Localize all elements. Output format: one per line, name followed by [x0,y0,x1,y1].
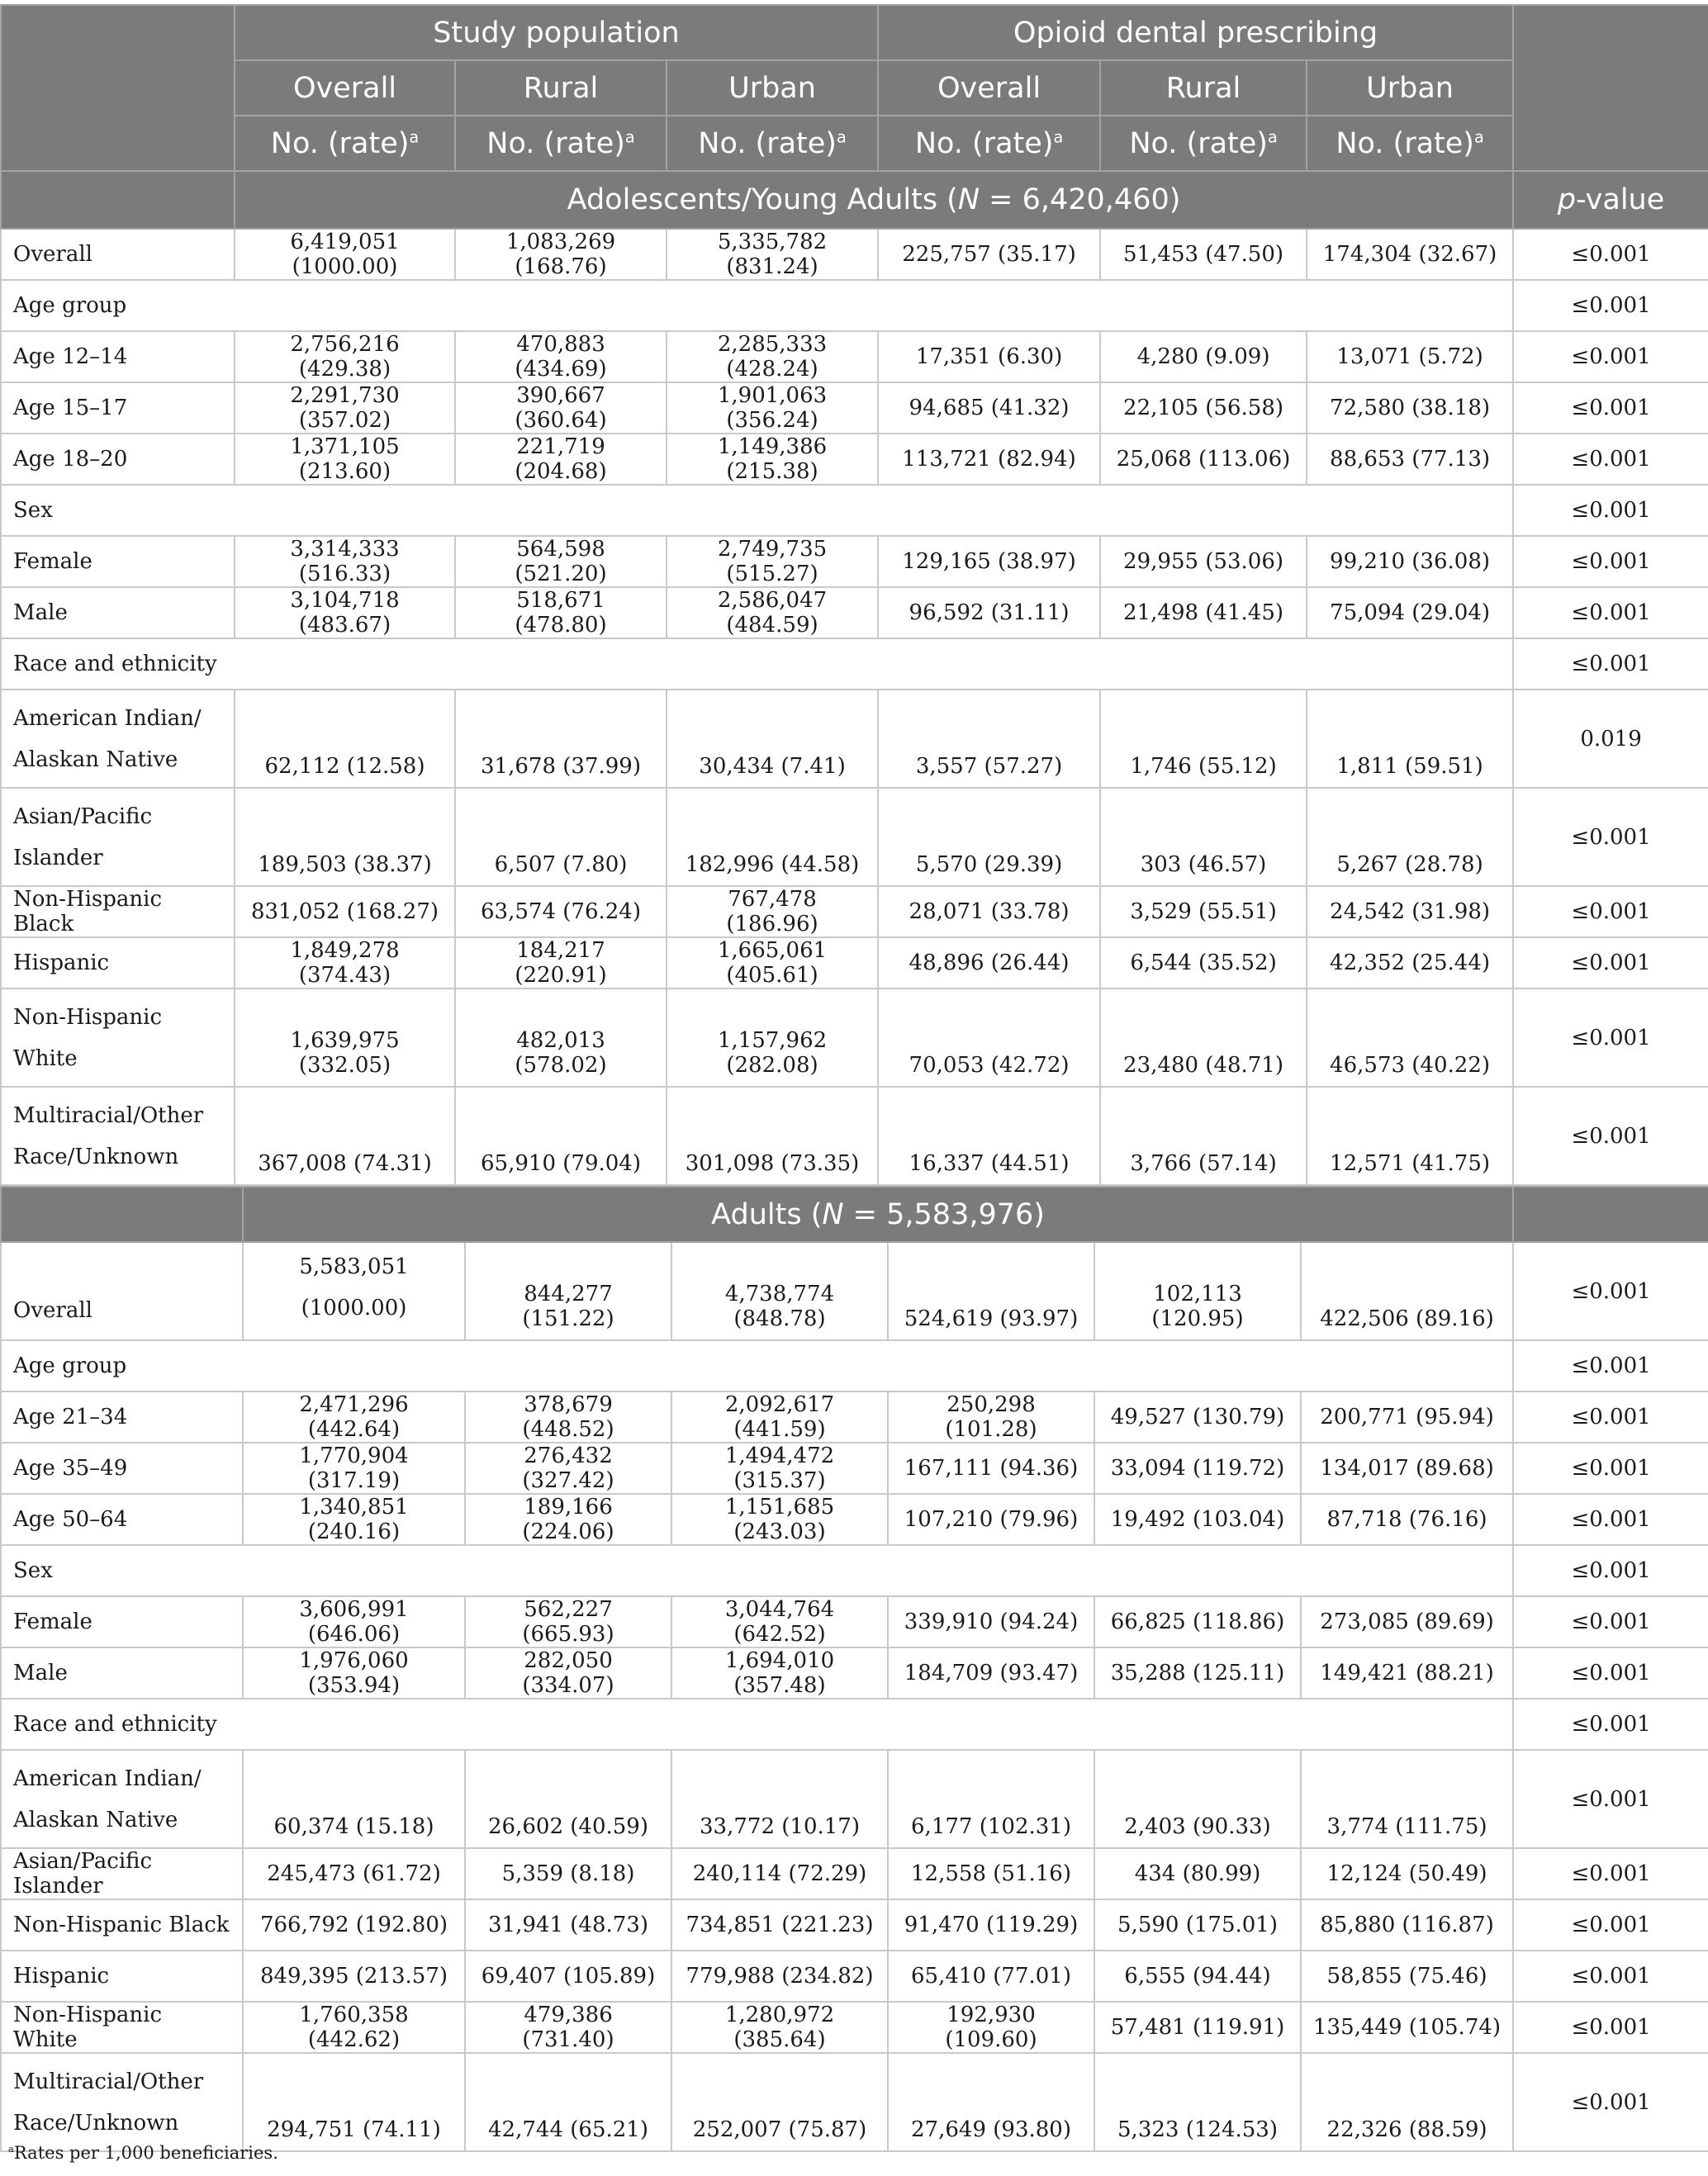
row-label: Multiracial/Other Race/Unknown [1,1087,235,1185]
data-cell: 518,671 (478.80) [455,587,667,638]
data-cell: 1,083,269 (168.76) [455,229,667,280]
p-value-cell: ≤0.001 [1513,1340,1708,1391]
table-row [1,638,1708,690]
row-label: Age 18–20 [1,434,235,485]
data-cell: 734,851 (221.23) [671,1899,888,1951]
p-value-cell: ≤0.001 [1513,485,1708,536]
data-cell: 134,017 (89.68) [1301,1443,1513,1494]
data-cell: 5,335,782 (831.24) [667,229,878,280]
data-cell: 182,996 (44.58) [667,788,878,886]
row-label: Hispanic [1,937,235,988]
data-cell: 844,277 (151.22) [465,1242,671,1340]
data-cell: 12,558 (51.16) [888,1848,1094,1899]
data-cell: 3,529 (55.51) [1100,886,1307,937]
table-row [1,1647,1708,1699]
data-cell: 1,665,061 (405.61) [667,937,878,988]
p-value-cell: ≤0.001 [1513,1899,1708,1951]
data-cell: 174,304 (32.67) [1307,229,1513,280]
data-cell: 48,896 (26.44) [878,937,1100,988]
data-cell: 99,210 (36.08) [1307,536,1513,587]
header-count-rate: No. (rate)$^a$ [667,116,878,171]
p-value-cell: ≤0.001 [1513,1750,1708,1848]
table-row [1,229,1708,280]
data-cell: 5,583,051 (1000.00) [243,1242,465,1340]
section-title-adult: Adults (N = 5,583,976) [243,1187,1513,1242]
data-cell: 378,679 (448.52) [465,1391,671,1443]
adult-table [0,1186,1708,2152]
row-label: Sex [1,485,1513,536]
footnote: $^a$Rates per 1,000 beneficiaries. [8,2143,278,2163]
data-cell: 12,124 (50.49) [1301,1848,1513,1899]
data-cell: 470,883 (434.69) [455,331,667,382]
row-label: Asian/Pacific Islander [1,788,235,886]
data-cell: 1,280,972 (385.64) [671,2002,888,2053]
header-count-rate: No. (rate)$^a$ [235,116,455,171]
table-row [1,788,1708,886]
data-cell: 3,606,991 (646.06) [243,1596,465,1647]
data-cell: 22,326 (88.59) [1301,2053,1513,2151]
p-value-cell: ≤0.001 [1513,937,1708,988]
data-cell: 63,574 (76.24) [455,886,667,937]
p-value-cell: ≤0.001 [1513,2002,1708,2053]
data-cell: 87,718 (76.16) [1301,1494,1513,1545]
data-cell: 19,492 (103.04) [1094,1494,1301,1545]
p-value-cell: ≤0.001 [1513,536,1708,587]
data-cell: 27,649 (93.80) [888,2053,1094,2151]
data-cell: 422,506 (89.16) [1301,1242,1513,1340]
header-count-rate: No. (rate)$^a$ [455,116,667,171]
data-cell: 1,770,904 (317.19) [243,1443,465,1494]
data-cell: 3,557 (57.27) [878,690,1100,788]
data-cell: 6,507 (7.80) [455,788,667,886]
row-label: Age 12–14 [1,331,235,382]
data-cell: 301,098 (73.35) [667,1087,878,1185]
data-cell: 184,709 (93.47) [888,1647,1094,1699]
row-label: Hispanic [1,1951,243,2002]
header-opioid-prescribing: Opioid dental prescribing [878,5,1513,60]
data-cell: 1,901,063 (356.24) [667,382,878,434]
data-cell: 72,580 (38.18) [1307,382,1513,434]
table-row [1,1951,1708,2002]
data-cell: 225,757 (35.17) [878,229,1100,280]
data-cell: 21,498 (41.45) [1100,587,1307,638]
p-value-cell: ≤0.001 [1513,587,1708,638]
data-cell: 6,419,051 (1000.00) [235,229,455,280]
data-cell: 564,598 (521.20) [455,536,667,587]
data-cell: 88,653 (77.13) [1307,434,1513,485]
data-cell: 51,453 (47.50) [1100,229,1307,280]
row-label: Age 50–64 [1,1494,243,1545]
data-cell: 1,340,851 (240.16) [243,1494,465,1545]
data-cell: 42,744 (65.21) [465,2053,671,2151]
data-cell: 135,449 (105.74) [1301,2002,1513,2053]
p-value-cell: ≤0.001 [1513,1848,1708,1899]
header-blank-right [1513,5,1708,171]
data-cell: 1,151,685 (243.03) [671,1494,888,1545]
data-cell: 2,471,296 (442.64) [243,1391,465,1443]
data-cell: 1,976,060 (353.94) [243,1647,465,1699]
header-count-rate: No. (rate)$^a$ [878,116,1100,171]
data-cell: 1,849,278 (374.43) [235,937,455,988]
row-label: Non-Hispanic Black [1,1899,243,1951]
row-label: Non-Hispanic Black [1,886,235,937]
data-cell: 250,298 (101.28) [888,1391,1094,1443]
data-cell: 3,766 (57.14) [1100,1087,1307,1185]
table-row [1,382,1708,434]
data-cell: 35,288 (125.11) [1094,1647,1301,1699]
table-row [1,2053,1708,2151]
data-cell: 479,386 (731.40) [465,2002,671,2053]
data-cell: 282,050 (334.07) [465,1647,671,1699]
data-cell: 3,044,764 (642.52) [671,1596,888,1647]
data-cell: 62,112 (12.58) [235,690,455,788]
row-label: American Indian/ Alaskan Native [1,1750,243,1848]
data-cell: 29,955 (53.06) [1100,536,1307,587]
table-row [1,1699,1708,1750]
p-value-cell: ≤0.001 [1513,229,1708,280]
data-cell: 779,988 (234.82) [671,1951,888,2002]
data-cell: 149,421 (88.21) [1301,1647,1513,1699]
data-cell: 13,071 (5.72) [1307,331,1513,382]
data-cell: 390,667 (360.64) [455,382,667,434]
data-cell: 129,165 (38.97) [878,536,1100,587]
p-value-cell: ≤0.001 [1513,988,1708,1087]
data-cell: 2,285,333 (428.24) [667,331,878,382]
data-cell: 107,210 (79.96) [888,1494,1094,1545]
header-blank-cell [1,171,235,229]
data-cell: 5,323 (124.53) [1094,2053,1301,2151]
data-cell: 23,480 (48.71) [1100,988,1307,1087]
p-value-cell: ≤0.001 [1513,1951,1708,2002]
row-label: Age group [1,280,1513,331]
data-cell: 96,592 (31.11) [878,587,1100,638]
header-rural: Rural [455,60,667,116]
data-cell: 5,267 (28.78) [1307,788,1513,886]
row-label: Female [1,1596,243,1647]
data-cell: 1,746 (55.12) [1100,690,1307,788]
table-row [1,1545,1708,1596]
p-value-cell: ≤0.001 [1513,788,1708,886]
p-value-cell: ≤0.001 [1513,638,1708,690]
header-count-rate: No. (rate)$^a$ [1100,116,1307,171]
data-cell: 12,571 (41.75) [1307,1087,1513,1185]
data-cell: 2,092,617 (441.59) [671,1391,888,1443]
section-title-adolescent: Adolescents/Young Adults (N = 6,420,460) [235,171,1513,229]
data-cell: 524,619 (93.97) [888,1242,1094,1340]
p-value-cell: ≤0.001 [1513,382,1708,434]
p-value-cell: ≤0.001 [1513,1242,1708,1340]
row-label: Male [1,1647,243,1699]
row-label: Non-Hispanic White [1,2002,243,2053]
row-label: Female [1,536,235,587]
data-cell: 4,738,774 (848.78) [671,1242,888,1340]
row-label: Age 21–34 [1,1391,243,1443]
data-cell: 766,792 (192.80) [243,1899,465,1951]
row-label: Male [1,587,235,638]
data-cell: 200,771 (95.94) [1301,1391,1513,1443]
data-cell: 42,352 (25.44) [1307,937,1513,988]
data-cell: 4,280 (9.09) [1100,331,1307,382]
p-value-cell: ≤0.001 [1513,1494,1708,1545]
data-cell: 102,113 (120.95) [1094,1242,1301,1340]
header-urban: Urban [667,60,878,116]
row-label: Asian/Pacific Islander [1,1848,243,1899]
table-row [1,1391,1708,1443]
data-cell: 221,719 (204.68) [455,434,667,485]
data-cell: 5,359 (8.18) [465,1848,671,1899]
table-row [1,485,1708,536]
data-cell: 240,114 (72.29) [671,1848,888,1899]
data-cell: 58,855 (75.46) [1301,1951,1513,2002]
row-label: Overall [1,229,235,280]
table-row [1,331,1708,382]
data-cell: 192,930 (109.60) [888,2002,1094,2053]
p-value-cell: ≤0.001 [1513,280,1708,331]
data-cell: 252,007 (75.87) [671,2053,888,2151]
data-cell: 3,104,718 (483.67) [235,587,455,638]
row-label: Age 35–49 [1,1443,243,1494]
data-cell: 2,749,735 (515.27) [667,536,878,587]
table-row [1,1848,1708,1899]
data-cell: 25,068 (113.06) [1100,434,1307,485]
table-row [1,2002,1708,2053]
header-blank-cell [1,5,235,171]
header-blank-cell [1,1187,243,1242]
data-cell: 189,503 (38.37) [235,788,455,886]
table-row [1,587,1708,638]
data-cell: 70,053 (42.72) [878,988,1100,1087]
data-cell: 2,403 (90.33) [1094,1750,1301,1848]
row-label: Race and ethnicity [1,1699,1513,1750]
data-cell: 30,434 (7.41) [667,690,878,788]
data-cell: 562,227 (665.93) [465,1596,671,1647]
p-value-cell: ≤0.001 [1513,1545,1708,1596]
row-label: Multiracial/Other Race/Unknown [1,2053,243,2151]
data-cell: 60,374 (15.18) [243,1750,465,1848]
row-label: American Indian/ Alaskan Native [1,690,235,788]
header-overall: Overall [878,60,1100,116]
data-cell: 66,825 (118.86) [1094,1596,1301,1647]
table-row [1,988,1708,1087]
data-cell: 46,573 (40.22) [1307,988,1513,1087]
p-value-cell: ≤0.001 [1513,1087,1708,1185]
data-cell: 276,432 (327.42) [465,1443,671,1494]
row-label: Age group [1,1340,1513,1391]
header-study-population: Study population [235,5,878,60]
p-value-cell: ≤0.001 [1513,1443,1708,1494]
data-cell: 1,694,010 (357.48) [671,1647,888,1699]
data-cell: 5,590 (175.01) [1094,1899,1301,1951]
data-cell: 31,678 (37.99) [455,690,667,788]
data-cell: 273,085 (89.69) [1301,1596,1513,1647]
data-cell: 28,071 (33.78) [878,886,1100,937]
data-cell: 831,052 (168.27) [235,886,455,937]
data-cell: 6,555 (94.44) [1094,1951,1301,2002]
data-cell: 434 (80.99) [1094,1848,1301,1899]
p-value-cell: ≤0.001 [1513,331,1708,382]
table-row [1,1443,1708,1494]
row-label: Sex [1,1545,1513,1596]
data-cell: 91,470 (119.29) [888,1899,1094,1951]
data-cell: 339,910 (94.24) [888,1596,1094,1647]
data-cell: 767,478 (186.96) [667,886,878,937]
p-value-cell: ≤0.001 [1513,434,1708,485]
header-urban: Urban [1307,60,1513,116]
header-p-value: p-value [1513,171,1708,229]
data-cell: 31,941 (48.73) [465,1899,671,1951]
data-cell: 16,337 (44.51) [878,1087,1100,1185]
table-row [1,1899,1708,1951]
p-value-cell: ≤0.001 [1513,886,1708,937]
table-row [1,1340,1708,1391]
table-row [1,937,1708,988]
data-cell: 1,149,386 (215.38) [667,434,878,485]
data-cell: 184,217 (220.91) [455,937,667,988]
header-overall: Overall [235,60,455,116]
data-cell: 482,013 (578.02) [455,988,667,1087]
data-cell: 26,602 (40.59) [465,1750,671,1848]
data-cell: 75,094 (29.04) [1307,587,1513,638]
data-cell: 6,544 (35.52) [1100,937,1307,988]
p-value-cell: ≤0.001 [1513,1647,1708,1699]
p-value-cell: 0.019 [1513,690,1708,788]
header-rural: Rural [1100,60,1307,116]
header-blank-right [1513,1187,1708,1242]
table-row [1,1087,1708,1185]
data-cell: 1,811 (59.51) [1307,690,1513,788]
data-cell: 2,756,216 (429.38) [235,331,455,382]
table-row [1,536,1708,587]
data-cell: 1,157,962 (282.08) [667,988,878,1087]
data-cell: 1,639,975 (332.05) [235,988,455,1087]
p-value-cell: ≤0.001 [1513,2053,1708,2151]
table-row [1,886,1708,937]
data-cell: 57,481 (119.91) [1094,2002,1301,2053]
data-cell: 94,685 (41.32) [878,382,1100,434]
p-value-cell: ≤0.001 [1513,1699,1708,1750]
row-label: Overall [1,1242,243,1340]
data-cell: 245,473 (61.72) [243,1848,465,1899]
data-cell: 49,527 (130.79) [1094,1391,1301,1443]
data-cell: 3,314,333 (516.33) [235,536,455,587]
table-row [1,690,1708,788]
data-cell: 85,880 (116.87) [1301,1899,1513,1951]
data-cell: 3,774 (111.75) [1301,1750,1513,1848]
data-cell: 65,410 (77.01) [888,1951,1094,2002]
data-cell: 1,494,472 (315.37) [671,1443,888,1494]
data-cell: 367,008 (74.31) [235,1087,455,1185]
data-cell: 22,105 (56.58) [1100,382,1307,434]
data-cell: 189,166 (224.06) [465,1494,671,1545]
table-row [1,1596,1708,1647]
table-row [1,1242,1708,1340]
p-value-cell: ≤0.001 [1513,1391,1708,1443]
table-row [1,434,1708,485]
row-label: Non-Hispanic White [1,988,235,1087]
data-cell: 167,111 (94.36) [888,1443,1094,1494]
data-cell: 6,177 (102.31) [888,1750,1094,1848]
data-cell: 33,772 (10.17) [671,1750,888,1848]
data-cell: 1,760,358 (442.62) [243,2002,465,2053]
data-cell: 303 (46.57) [1100,788,1307,886]
data-cell: 294,751 (74.11) [243,2053,465,2151]
data-cell: 69,407 (105.89) [465,1951,671,2002]
row-label: Race and ethnicity [1,638,1513,690]
data-cell: 1,371,105 (213.60) [235,434,455,485]
data-cell: 65,910 (79.04) [455,1087,667,1185]
table-row [1,1494,1708,1545]
header-count-rate: No. (rate)$^a$ [1307,116,1513,171]
data-cell: 24,542 (31.98) [1307,886,1513,937]
data-cell: 2,586,047 (484.59) [667,587,878,638]
data-cell: 5,570 (29.39) [878,788,1100,886]
row-label: Age 15–17 [1,382,235,434]
table-row [1,1750,1708,1848]
data-cell: 113,721 (82.94) [878,434,1100,485]
data-cell: 2,291,730 (357.02) [235,382,455,434]
table-row [1,280,1708,331]
p-value-cell: ≤0.001 [1513,1596,1708,1647]
data-cell: 17,351 (6.30) [878,331,1100,382]
adolescent-table [0,4,1708,1186]
data-cell: 849,395 (213.57) [243,1951,465,2002]
data-cell: 33,094 (119.72) [1094,1443,1301,1494]
